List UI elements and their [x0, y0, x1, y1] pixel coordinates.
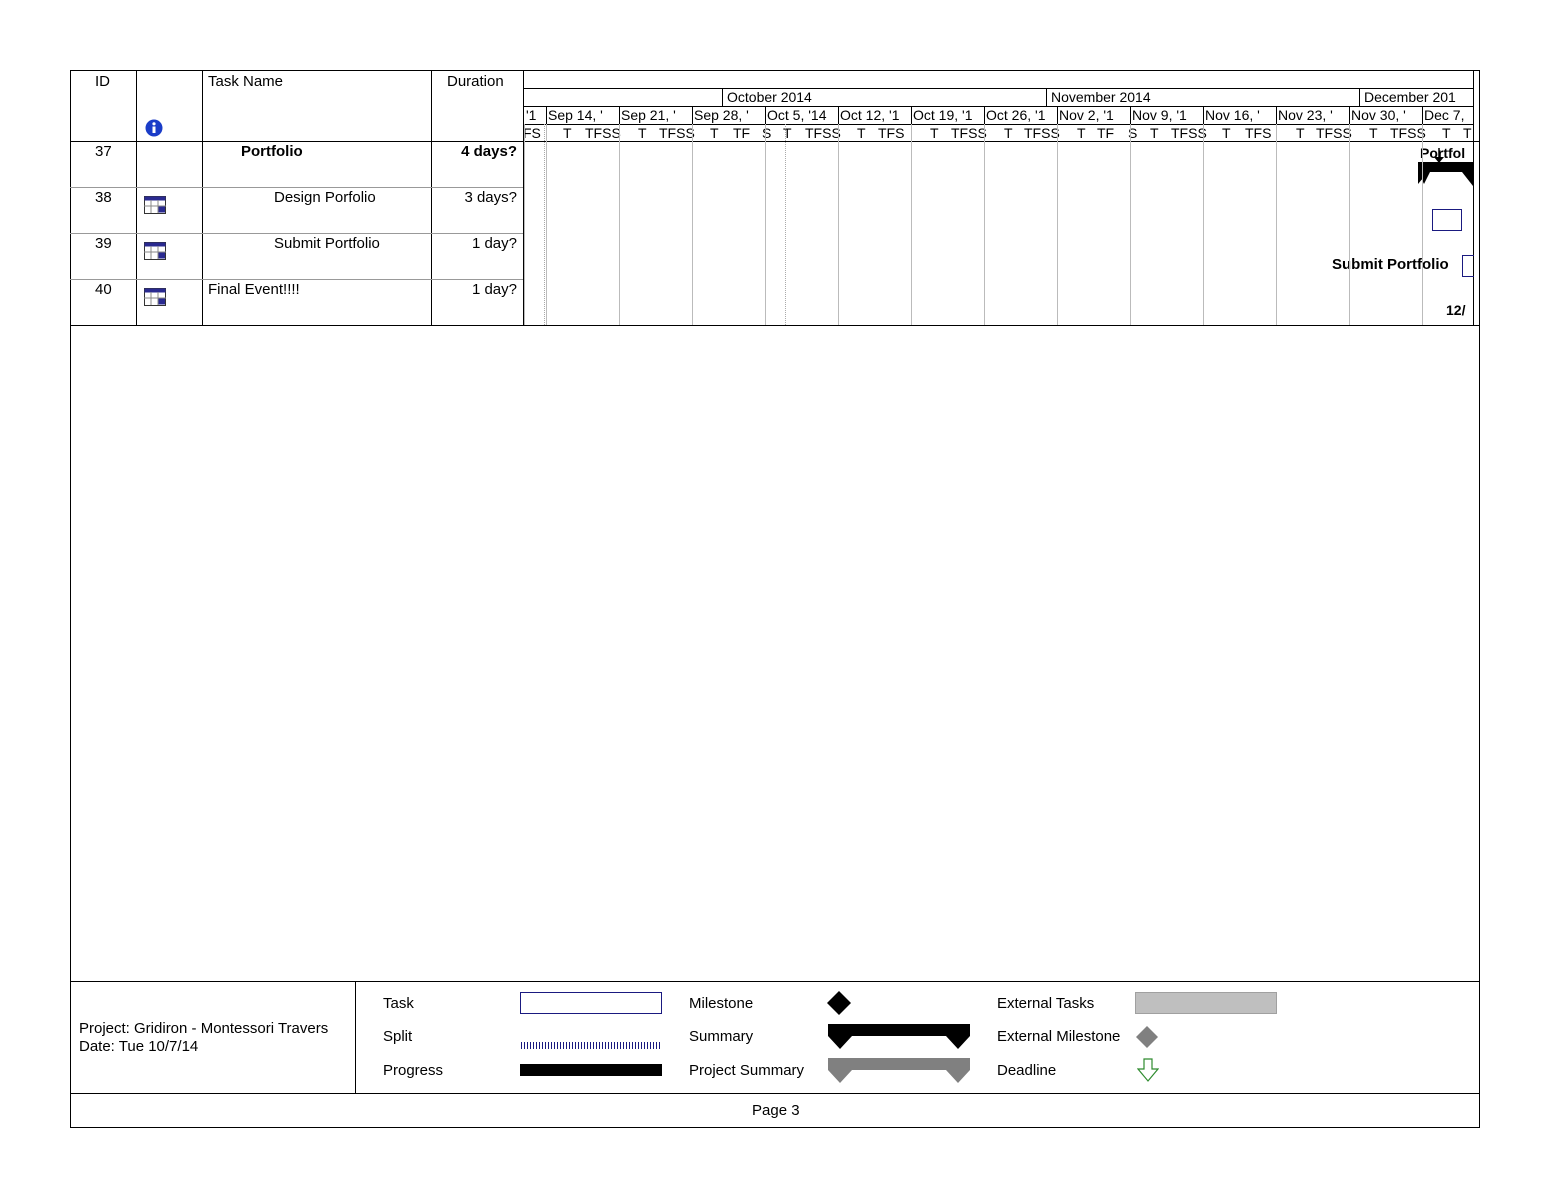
task-duration: 1 day? [471, 281, 517, 298]
col-divider-name [431, 70, 432, 326]
week-grid-line [619, 124, 620, 325]
portfolio-bar-label: Portfol [1420, 145, 1466, 161]
day-label: T [1222, 125, 1231, 141]
month-label: November 2014 [1051, 89, 1151, 105]
day-label: T [638, 125, 647, 141]
week-label: Sep 28, ' [694, 107, 749, 123]
day-label: TFSS [1390, 125, 1426, 141]
day-label: S [1128, 125, 1138, 141]
week-divider [765, 106, 766, 124]
deadline-arrow-icon [1137, 1058, 1159, 1087]
week-grid-line [1349, 124, 1350, 325]
legend-external-tasks-label: External Tasks [997, 995, 1095, 1012]
task-calendar-icon [144, 242, 166, 265]
legend-top-line [70, 981, 1480, 982]
week-label: '1 [526, 107, 537, 123]
legend-milestone-diamond [826, 990, 852, 1021]
day-label: T [783, 125, 792, 141]
day-label: T [1004, 125, 1013, 141]
submit-portfolio-bar-label: Submit Portfolio [1332, 256, 1449, 273]
month-divider [1046, 88, 1047, 106]
project-date: Date: Tue 10/7/14 [79, 1038, 199, 1055]
day-label: S [762, 125, 772, 141]
week-label: Sep 14, ' [548, 107, 603, 123]
week-label: Nov 23, ' [1278, 107, 1333, 123]
task-name: Final Event!!!! [208, 281, 300, 298]
week-grid-line [546, 124, 547, 325]
week-grid-line [1130, 124, 1131, 325]
legend-summary-swatch [828, 1024, 970, 1055]
week-divider [984, 106, 985, 124]
day-label: FS [523, 125, 541, 141]
legend-milestone-label: Milestone [689, 995, 754, 1012]
week-divider [546, 106, 547, 124]
month-label: October 2014 [727, 89, 812, 105]
week-grid-line [984, 124, 985, 325]
week-label: Dec 7, [1424, 107, 1465, 123]
task-name: Portfolio [241, 143, 303, 160]
week-divider [619, 106, 620, 124]
week-divider [1276, 106, 1277, 124]
grid-line-dotted [785, 124, 786, 325]
row-sep-2 [70, 233, 523, 234]
week-divider [1349, 106, 1350, 124]
task-id: 38 [95, 189, 112, 206]
month-label: December 201 [1364, 89, 1456, 105]
week-divider [692, 106, 693, 124]
week-divider [1057, 106, 1058, 124]
day-label: TFS [878, 125, 905, 141]
task-name: Design Porfolio [274, 189, 376, 206]
column-header-task-name: Task Name [208, 73, 284, 90]
header-bottom-line [70, 141, 1480, 142]
legend-bottom-line [70, 1093, 1480, 1094]
week-grid-line [524, 124, 525, 325]
timescale-line-month [524, 88, 1474, 89]
legend-task-swatch [520, 992, 662, 1014]
month-divider [1359, 88, 1360, 106]
day-label: T [930, 125, 939, 141]
column-header-duration: Duration [447, 73, 504, 90]
week-grid-line [1057, 124, 1058, 325]
legend-external-milestone-label: External Milestone [997, 1028, 1121, 1045]
legend-progress-swatch [520, 1064, 662, 1076]
week-label: Oct 5, '14 [767, 107, 827, 123]
week-label: Nov 9, '1 [1132, 107, 1187, 123]
page-frame [70, 70, 1480, 1128]
month-divider [722, 88, 723, 106]
week-grid-line [1203, 124, 1204, 325]
legend-external-milestone-diamond [1135, 1025, 1159, 1054]
task-id: 37 [95, 143, 112, 160]
week-divider [1203, 106, 1204, 124]
row-sep-1 [70, 187, 523, 188]
task-calendar-icon [144, 196, 166, 219]
day-label: T [1463, 125, 1472, 141]
column-header-id: ID [95, 73, 110, 90]
submit-portfolio-bar [1462, 255, 1474, 277]
task-calendar-icon [144, 288, 166, 311]
day-label: TFSS [1316, 125, 1352, 141]
legend-project-summary-label: Project Summary [689, 1062, 805, 1079]
legend-divider [355, 981, 356, 1093]
task-duration: 4 days? [461, 143, 517, 160]
day-label: T [1369, 125, 1378, 141]
day-label: TFSS [659, 125, 695, 141]
day-label: TFSS [951, 125, 987, 141]
portfolio-summary-bar [1418, 162, 1474, 193]
col-divider-id [136, 70, 137, 326]
grid-line-dotted [544, 124, 545, 325]
week-grid-line [765, 124, 766, 325]
chart-right-edge [1473, 70, 1474, 326]
week-grid-line [1422, 124, 1423, 325]
week-divider [838, 106, 839, 124]
week-grid-line [911, 124, 912, 325]
day-label: TFSS [805, 125, 841, 141]
col-divider-indicator [202, 70, 203, 326]
legend-summary-label: Summary [689, 1028, 754, 1045]
day-label: T [1442, 125, 1451, 141]
week-label: Nov 30, ' [1351, 107, 1406, 123]
row-sep-3 [70, 279, 523, 280]
day-label: TF [733, 125, 751, 141]
week-divider [911, 106, 912, 124]
legend-split-label: Split [383, 1028, 413, 1045]
project-name: Project: Gridiron - Montessori Travers [79, 1020, 329, 1037]
week-label: Nov 16, ' [1205, 107, 1260, 123]
week-divider [1130, 106, 1131, 124]
legend-progress-label: Progress [383, 1062, 444, 1079]
week-grid-line [1276, 124, 1277, 325]
legend-deadline-label: Deadline [997, 1062, 1057, 1079]
page-number: Page 3 [752, 1102, 800, 1119]
legend-task-label: Task [383, 995, 414, 1012]
day-label: T [710, 125, 719, 141]
day-label: T [1077, 125, 1086, 141]
day-label: TFS [1245, 125, 1272, 141]
week-grid-line [838, 124, 839, 325]
day-label: T [563, 125, 572, 141]
legend-project-summary-swatch [828, 1058, 970, 1089]
design-portfolio-bar [1432, 209, 1462, 231]
week-label: Oct 19, '1 [913, 107, 973, 123]
task-id: 39 [95, 235, 112, 252]
task-name: Submit Portfolio [274, 235, 380, 252]
task-duration: 1 day? [471, 235, 517, 252]
week-label: Oct 12, '1 [840, 107, 900, 123]
week-label: Nov 2, '1 [1059, 107, 1114, 123]
day-label: T [1150, 125, 1159, 141]
final-event-date-label: 12/ [1446, 302, 1466, 318]
table-bottom-line [70, 325, 1480, 326]
legend-split-swatch [521, 1042, 662, 1049]
day-label: TFSS [1171, 125, 1207, 141]
day-label: T [857, 125, 866, 141]
week-divider [1422, 106, 1423, 124]
day-label: T [1296, 125, 1305, 141]
week-label: Oct 26, '1 [986, 107, 1046, 123]
day-label: TF [1097, 125, 1115, 141]
week-grid-line [692, 124, 693, 325]
info-icon [145, 119, 163, 142]
task-duration: 3 days? [464, 189, 517, 206]
week-label: Sep 21, ' [621, 107, 676, 123]
day-label: TFSS [1024, 125, 1060, 141]
legend-external-tasks-swatch [1135, 992, 1277, 1014]
day-label: TFSS [585, 125, 621, 141]
task-id: 40 [95, 281, 112, 298]
